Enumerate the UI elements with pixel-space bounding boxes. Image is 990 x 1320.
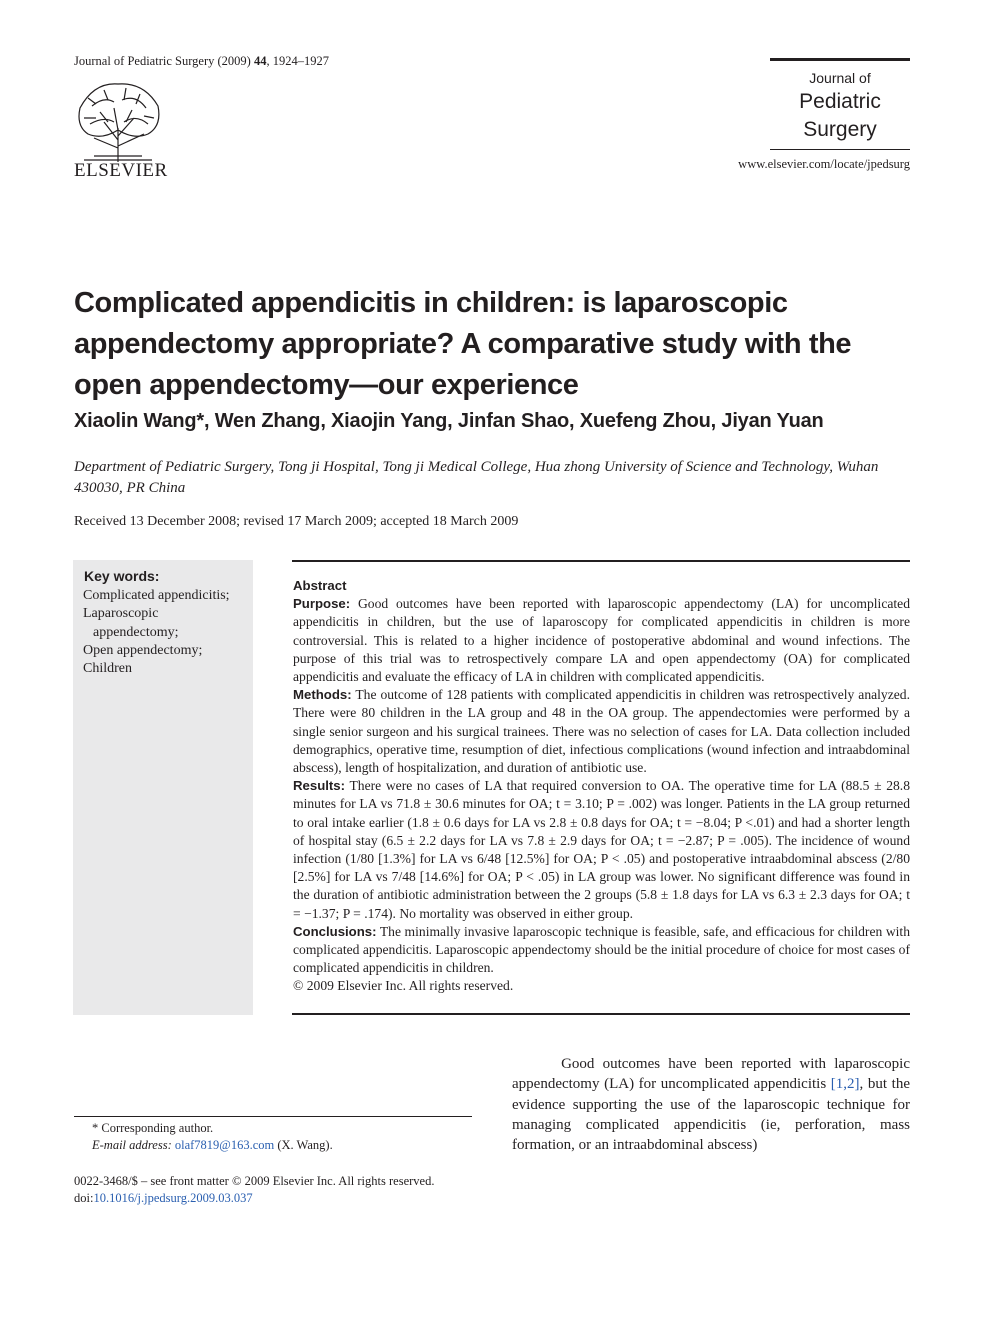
abstract-bottom-rule (292, 1013, 910, 1015)
results-text: There were no cases of LA that required conversion to OA. The operative time for LA (88.5 ± 28.8 minutes for LA vs 71.8 ± 30.6 minutes for OA; t = 3.10; P = .002) was longer. Patients in the LA group returned to oral intake earlier (1.8 ± 0.6 days for LA vs 2.8 ± 0.8 days for OA; t = −8.04; P <.01) and had a shorter length of hospital stay (6.5 ± 2.2 days for LA vs 7.8 ± 2.9 days for OA; t = −2.87; P = .005). The incidence of wound infection (1/80 [1.3%] for LA vs 6/48 [12.5%] for OA; P < .05) and postoperative intraabdominal abscess (2/80 [2.5%] for LA vs 7/48 [14.6%] for OA; P < .05) in LA group was lower. No significant difference was found in the duration of antibiotic administration between the 2 groups (5.8 ± 1.8 days for LA vs 6.3 ± 2.3 days for OA; t = −1.37; P = .174). No mortality was observed in either group. (293, 778, 911, 921)
email-footnote (92, 1138, 333, 1153)
keywords-list (83, 587, 248, 678)
abstract-results (293, 777, 910, 923)
footnote-rule (74, 1116, 472, 1117)
methods-text: The outcome of 128 patients with complicated appendicitis in children was retrospectively analyzed. There were 80 children in the LA group and 48 in the OA group. The appendectomies were performed by a single senior surgeon and his surgical trainees. There was no selection of cases for LA. Data collection included demographics, operative time, resumption of diet, infectious complications (wound infection and intraabdominal abscess), length of hospitalization, and duration of antibiotic use. (293, 687, 910, 776)
received-dates: Received 13 December 2008; revised 17 March 2009; accepted 18 March 2009 (74, 514, 519, 529)
email-label: E-mail address: (92, 1138, 172, 1152)
journal-name: Journal of Pediatric Surgery (74, 54, 215, 68)
doi-link[interactable]: 10.1016/j.jpedsurg.2009.03.037 (93, 1191, 253, 1205)
reference-link[interactable]: [1,2] (830, 1076, 860, 1093)
journal-logo-line2: Pediatric (799, 90, 881, 113)
journal-logo (770, 58, 910, 150)
abstract-top-rule (292, 560, 910, 562)
purpose-text: Good outcomes have been reported with laparoscopic appendectomy (LA) for uncomplicated appendicitis in children, but the use of laparoscopy for complicated appendicitis in children is more controversial. This is related to a higher incidence of postoperative abdominal and wound infections. The purpose of this trial was to retrospectively compare LA and open appendectomy (OA) for complicated appendicitis and evaluate the efficacy of LA in children with complicated appendicitis. (293, 596, 910, 685)
abstract-methods (293, 686, 910, 777)
corresponding-author-note: * Corresponding author. (92, 1121, 214, 1135)
methods-label: Methods: (293, 687, 352, 703)
keyword-item: Complicated appendicitis; (83, 588, 230, 603)
front-matter-note: 0022-3468/$ – see front matter © 2009 Elsevier Inc. All rights reserved. (74, 1174, 435, 1188)
body-text-end: , but the evidence supporting the use of the laparoscopic technique for managing complicated appendicitis (ie, perforation, mass formation, or an intraabdominal abscess) (512, 1076, 910, 1154)
journal-url[interactable]: www.elsevier.com/locate/jpedsurg (738, 157, 910, 171)
results-label: Results: (293, 778, 346, 794)
keywords-heading: Key words: (84, 568, 160, 584)
keyword-item: Children (83, 661, 132, 677)
journal-year: (2009) (217, 54, 251, 68)
journal-volume: 44 (253, 54, 267, 68)
journal-pages: 1924–1927 (272, 54, 329, 68)
body-paragraph (512, 1054, 910, 1155)
conclusions-label: Conclusions: (293, 923, 377, 939)
abstract-purpose (293, 595, 910, 686)
conclusions-text: The minimally invasive laparoscopic technique is feasible, safe, and efficacious for children with complicated appendicitis. Laparoscopic appendectomy should be the initial procedure of choice for most cases of complicated appendicitis in children. (293, 923, 911, 976)
purpose-label: Purpose: (293, 596, 351, 612)
publisher-logo-text: ELSEVIER (74, 160, 168, 181)
keyword-item: Open appendectomy; (83, 642, 203, 658)
abstract-copyright: © 2009 Elsevier Inc. All rights reserved. (293, 978, 514, 994)
affiliation: Department of Pediatric Surgery, Tong ji Hospital, Tong ji Medical College, Hua zhong University of Science and Technology, Wuhan 430030, PR China (74, 459, 879, 496)
email-owner: (X. Wang). (277, 1138, 333, 1152)
doi-line (74, 1191, 253, 1206)
elsevier-tree-logo (74, 78, 162, 162)
author-list: Xiaolin Wang*, Wen Zhang, Xiaojin Yang, Jinfan Shao, Xuefeng Zhou, Jiyan Yuan (74, 410, 824, 432)
abstract (293, 577, 910, 996)
article-title: Complicated appendicitis in children: is laparoscopic appendectomy appropriate? A comparative study with the open appendectomy—our experience (74, 287, 852, 401)
abstract-heading: Abstract (293, 578, 347, 593)
email-link[interactable]: olaf7819@163.com (174, 1138, 275, 1152)
body-text-start: Good outcomes have been reported with laparoscopic appendectomy (LA) for uncomplicated appendicitis (512, 1056, 911, 1093)
journal-logo-line3: Surgery (803, 118, 877, 141)
keyword-item: appendectomy; (93, 624, 179, 640)
doi-label: doi: (74, 1191, 94, 1205)
journal-logo-line1: Journal of (809, 70, 871, 86)
journal-citation: Journal of Pediatric Surgery (2009) 44, 1924–1927 (74, 54, 329, 68)
keyword-item: Laparoscopic (83, 606, 159, 622)
abstract-conclusions (293, 923, 910, 978)
